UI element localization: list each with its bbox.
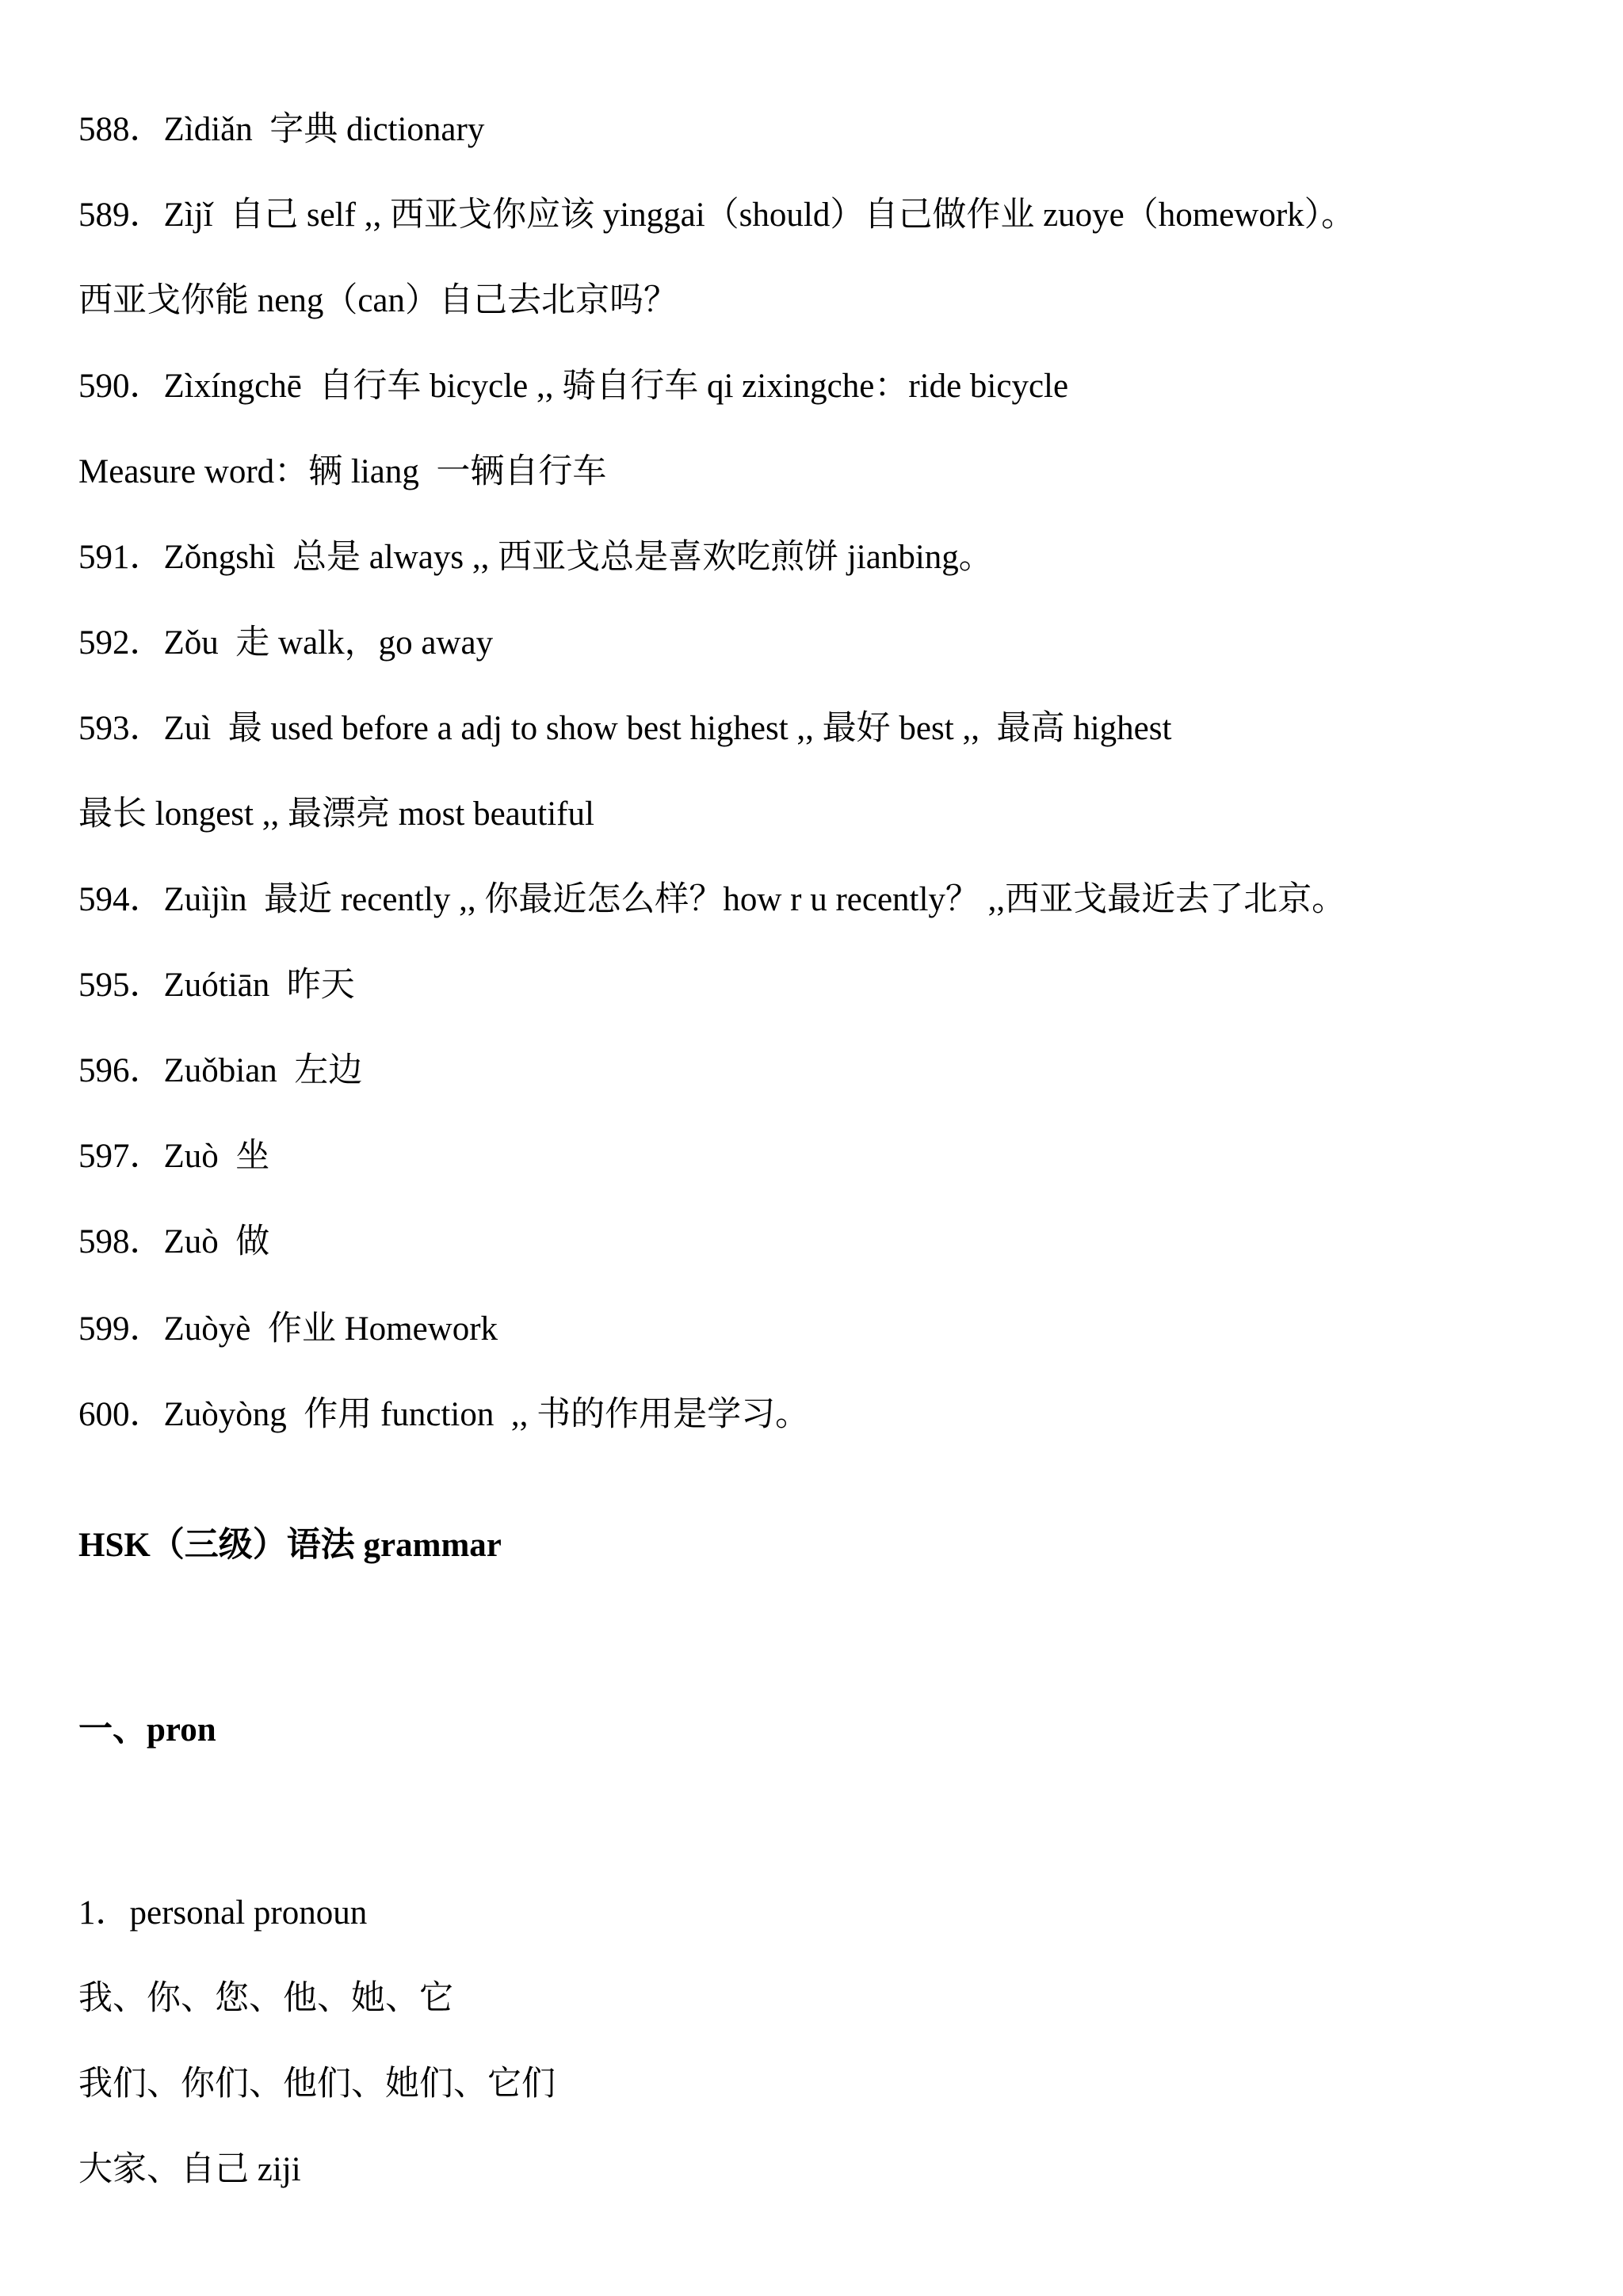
pronoun-list-singular: 我、你、您、他、她、它 — [78, 1980, 453, 2017]
section-heading: 一、pron — [78, 1711, 216, 1749]
vocab-entry-589: 589．Zìjǐ 自己 self ,, 西亚戈你应该 yinggai（should）自己做作业 zuoye（homework）。 — [78, 196, 1356, 234]
vocab-entry-600: 600．Zuòyòng 作用 function ,, 书的作用是学习。 — [78, 1396, 810, 1433]
vocab-entry-593: 593．Zuì 最 used before a adj to show best highest ,, 最好 best ,, 最高 highest — [78, 710, 1172, 747]
vocab-entry-594: 594．Zuìjìn 最近 recently ,, 你最近怎么样？how r u recently？ ,,西亚戈最近去了北京。 — [78, 881, 1346, 918]
vocab-entry-589-example: 西亚戈你能 neng（can）自己去北京吗？ — [78, 282, 678, 319]
vocab-entry-588: 588．Zìdiǎn 字典 dictionary — [78, 111, 485, 148]
vocab-entry-590-measure-word: Measure word：辆 liang 一辆自行车 — [78, 453, 607, 490]
subsection-heading: 1．personal pronoun — [78, 1894, 368, 1932]
vocab-entry-591: 591．Zǒngshì 总是 always ,, 西亚戈总是喜欢吃煎饼 jianbing。 — [78, 539, 993, 576]
vocab-entry-599: 599．Zuòyè 作业 Homework — [78, 1310, 498, 1348]
vocab-entry-593-examples: 最长 longest ,, 最漂亮 most beautiful — [78, 795, 594, 833]
pronoun-list-other: 大家、自己 ziji — [78, 2151, 301, 2188]
pronoun-list-plural: 我们、你们、他们、她们、它们 — [78, 2065, 556, 2103]
grammar-heading: HSK（三级）语法 grammar — [78, 1527, 502, 1564]
vocab-entry-595: 595．Zuótiān 昨天 — [78, 967, 355, 1004]
vocab-entry-590: 590．Zìxíngchē 自行车 bicycle ,, 骑自行车 qi zixingche：ride bicycle — [78, 368, 1069, 405]
vocab-entry-592: 592．Zǒu 走 walk，go away — [78, 624, 494, 662]
vocab-entry-596: 596．Zuǒbian 左边 — [78, 1052, 363, 1089]
vocab-entry-597: 597．Zuò 坐 — [78, 1138, 270, 1175]
vocab-entry-598: 598．Zuò 做 — [78, 1223, 270, 1261]
